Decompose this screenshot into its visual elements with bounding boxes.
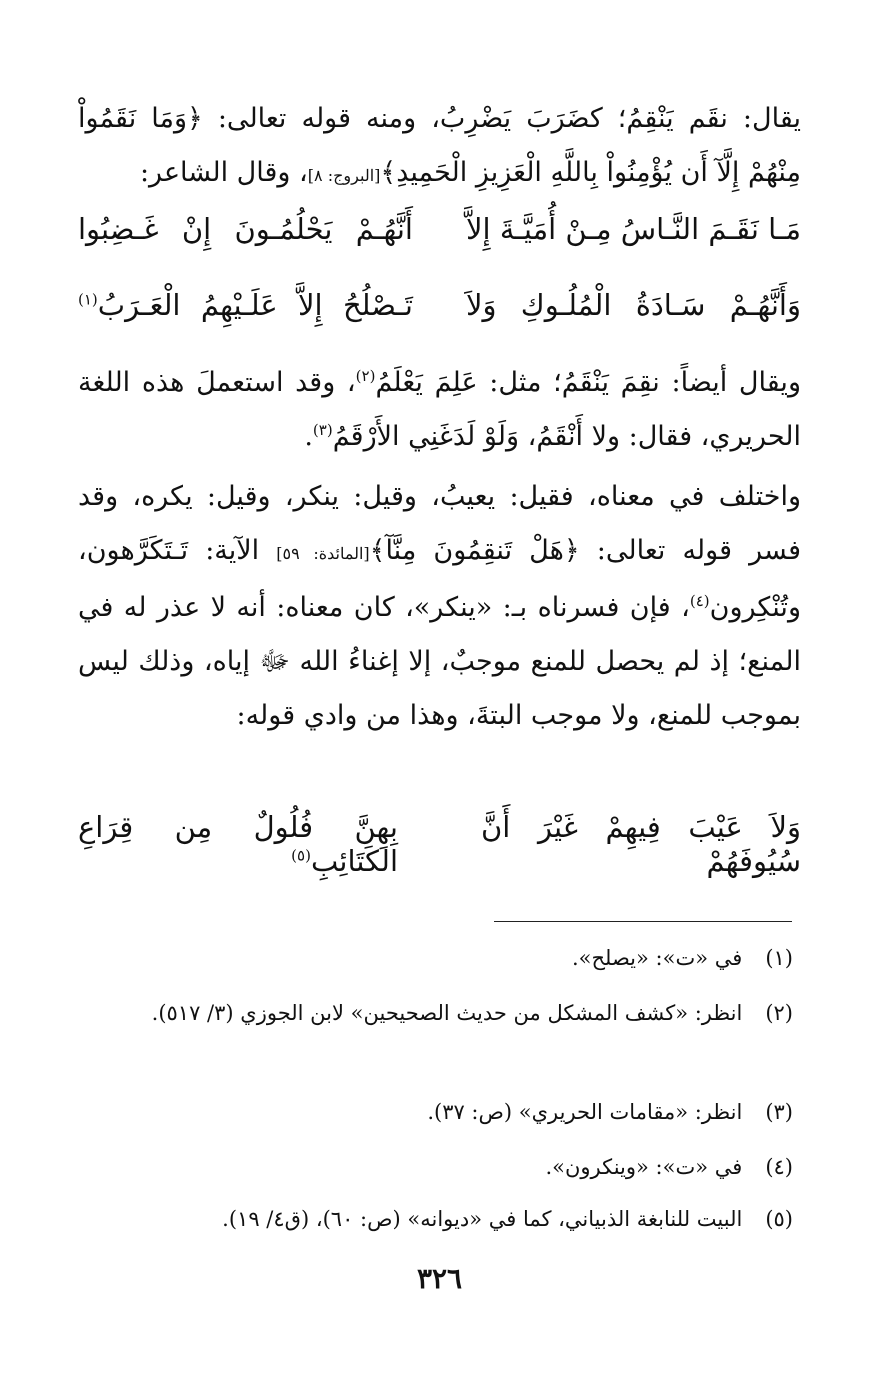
verse-3 [78,810,801,878]
verse-2 [78,288,801,338]
page-number: ٣٢٦ [416,1262,463,1295]
quran-citation-buruj: [البروج: ٨] [307,166,381,185]
footnote-ref-1: (١) [78,290,98,309]
paragraph-2 [78,356,801,464]
verse-3-hemistich-2 [78,810,398,878]
paragraph-3-text-a: واختلف في معناه، فقيل: يعيبُ، وقيل: ينكر، وقيل: يكره، وقد فسر قوله تعالى: ﴿هَلْ تَنقِمُونَ مِنَّآ﴾ [78,481,801,566]
paragraph-2-text-a: ويقال أيضاً: نقِمَ يَنْقَمُ؛ مثل: عَلِمَ يَعْلَمُ [375,367,801,398]
footnote-1 [60,944,793,972]
verse-1-hemistich-2: أَنَّهُـمْ يَحْلُمُـونَ إِنْ غَـضِبُوا [78,212,413,246]
footnote-3 [60,1098,793,1126]
verse-2-hemistich-2 [78,288,413,322]
footnote-text: في «ت»: «وينكرون». [545,1155,743,1179]
footnote-5 [60,1205,793,1233]
verse-2-hemistich-1: وَأَنَّهُـمْ سَـادَةُ الْمُلُـوكِ وَلاَ [466,288,801,322]
footnote-text: البيت للنابغة الذبياني، كما في «ديوانه» (ص: ٦٠)، (ق٤/ ١٩). [222,1207,743,1231]
verse-3-hemistich-2-text: بِهِنَّ فُلُولٌ مِن قِرَاعِ الكَتَائِبِ [78,810,398,878]
footnote-number: (٣) [765,1100,793,1124]
verse-2-hemistich-2-text: تَـصْلُحُ إِلاَّ عَلَـيْهِمُ الْعَـرَبُ [97,288,413,322]
paragraph-1-text-a: يقال: نقَم يَنْقِمُ؛ كضَرَبَ يَضْرِبُ، ومنه قوله تعالى: ﴿وَمَا نَقَمُواْ مِنْهُمْ إِلَّآ أَن يُؤْمِنُواْ بِاللَّهِ الْعَزِيزِ الْحَمِيدِ﴾ [78,103,801,188]
footnote-text: في «ت»: «يصلح». [571,946,743,970]
footnote-ref-3: (٣) [312,421,333,439]
paragraph-1 [78,92,801,203]
paragraph-2-text-b: ، وقد استعملَ هذه اللغة الحريري، فقال: ولا أَنْقَمُ، وَلَوْ لَدَغَنِي الأَرْقَمُ [78,367,801,452]
footnote-number: (١) [765,946,793,970]
footnote-4 [60,1153,793,1181]
verse-1-hemistich-1: مَـا نَقَـمَ النَّـاسُ مِـنْ أُمَيَّـةَ إِلاَّ [466,212,801,246]
footnote-number: (٤) [765,1155,793,1179]
footnote-number: (٥) [765,1207,793,1231]
footnote-2 [60,999,793,1027]
paragraph-3 [78,470,801,743]
footnote-ref-4: (٤) [689,592,710,610]
footnote-text: انظر: «كشف المشكل من حديث الصحيحين» لابن الجوزي (٣/ ٥١٧). [151,1001,743,1025]
quran-citation-maidah: [المائدة: ٥٩] [276,544,370,563]
paragraph-2-text-c: . [304,421,313,452]
verse-3-hemistich-1: وَلاَ عَيْبَ فِيهِمْ غَيْرَ أَنَّ سُيُوفَهُمْ [481,810,801,878]
verse-1 [78,212,801,262]
footnote-separator [494,921,792,922]
footnote-text: انظر: «مقامات الحريري» (ص: ٣٧). [427,1100,743,1124]
paragraph-3-text-b: الآية: تَـتَكَرَّهون، وتُنْكِرون [78,535,801,623]
footnote-ref-2: (٢) [355,367,376,385]
paragraph-1-text-b: ، وقال الشاعر: [139,157,308,188]
footnote-ref-5: (٥) [291,846,311,865]
paragraph-3-text-c: ، فإن فسرناه بـ: «ينكر»، كان معناه: أنه لا عذر له في المنع؛ إذ لم يحصل للمنع موجبٌ، إلا إغناءُ الله ﷻ إياه، وذلك ليس بموجب للمنع، ولا موجب البتةَ، وهذا من وادي قوله: [78,592,801,731]
footnote-number: (٢) [765,1001,793,1025]
